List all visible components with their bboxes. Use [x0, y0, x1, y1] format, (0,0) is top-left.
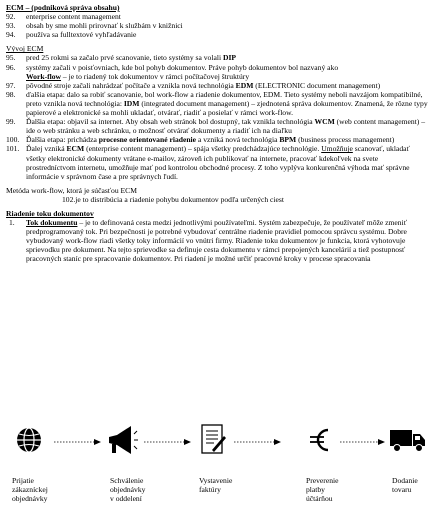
- step-caption: Preverenie platby účtárňou: [306, 476, 339, 504]
- arrow-icon: [234, 438, 282, 446]
- list-item: 93. obsah by sme mohli prirovnať k službám v knižnici: [6, 21, 183, 31]
- list-item: 101. Ďalej vzniká ECM (enterprise content management) – spája všetky predchádzajúce technológie. Umožňuje scanovať, ukladať všetky elektronické dokumenty vrátane e-mailov, zároveň ich publikovať na internete, pracovať kdekoľvek na svete prostredníctvom internetu, umožňuje mať pod kontrolou obchodné procesy. Z toho vyplýva konkurenčná výhoda mať správne informácie v správnom čase a pre správnych ľudí.: [6, 144, 410, 181]
- step-caption: Schválenie objednávky v oddelení: [110, 476, 146, 504]
- arrow-icon: [144, 438, 192, 446]
- arrow-icon: [340, 438, 386, 446]
- step-caption: Vystavenie faktúry: [199, 476, 233, 495]
- ecm-heading: ECM – (podniková správa obsahu): [6, 3, 120, 12]
- list-item: 99. Ďalšia etapa: objavil sa internet. Aby obsah web stránok bol dostupný, tak vznikla technológia WCM (web content management) – ide o web stránku a web schránku, o možnosť otvárať dokumenty a riadiť ich na diaľku: [6, 117, 425, 136]
- step-caption: Prijatie zákazníckej objednávky: [12, 476, 48, 504]
- megaphone-icon: [103, 420, 139, 460]
- globe-icon: [12, 420, 46, 460]
- process-diagram: [0, 420, 435, 519]
- arrow-icon: [54, 438, 102, 446]
- truck-icon: [388, 420, 428, 460]
- list-item: 95. pred 25 rokmi sa začalo prvé scanovanie, tieto systémy sa volali DIP: [6, 53, 237, 63]
- flow-heading: Riadenie toku dokumentov: [6, 208, 94, 218]
- list-item: 98. ďalšia etapa: dalo sa robiť scanovanie, bol work-flow a riadenie dokumentov, EDM. Tieto systémy neboli navzájom kompatibilné, preto vznikla nová technológia: IDM (integrated document management) – zjednotená správa dokumentov. Znamená, že rôzne typy papierové a elektronické sa mohli ukladať, otvárať, riadiť a posielať v rámci work-flow.: [6, 89, 428, 118]
- list-item: 97. pôvodné stroje začali nahrádzať počítače a vznikla nová technológia EDM (ELECTRONIC document management): [6, 80, 381, 90]
- method-line: Metóda work-flow, ktorá je súčasťou ECM: [6, 185, 137, 195]
- step-caption: Dodanie tovaru: [392, 476, 418, 495]
- history-heading: Vývoj ECM: [6, 44, 44, 54]
- method-line-numbered: 102.je to distribúcia a riadenie pohybu dokumentov podľa určených ciest: [62, 194, 284, 204]
- list-item: 92. enterprise content management: [6, 12, 121, 22]
- list-item: 100. Ďalšia etapa: prichádza procesne orientované riadenie a vzniká nová technológia BPM (business process management): [6, 135, 395, 145]
- list-item: 96. systémy začali v poisťovniach, kde bol pohyb dokumentov. Práve pohyb dokumentov bol nazvaný ako Work-flow – je to riadený tok dokumentov v rámci počítačovej štruktúry: [6, 62, 339, 81]
- list-item: 94. používa sa fulltextové vyhľadávanie: [6, 30, 137, 40]
- document-icon: [198, 420, 228, 460]
- euro-icon: [304, 420, 338, 460]
- list-item: 1. Tok dokumentu – je to definovaná cesta medzi jednotlivými používateľmi. Systém zabezpečuje, že používateľ môže zmeniť predprogramovaný tok. Pri bezpečnosti je potrebné vybudovať centrálne riadenie pravidiel pomocou správcu systému. Dobre vybudovaný work-flow riadi všetky toky informácií vo vnútri firmy. Riadenie toku dokumentov je funkcia, ktorá vyhotovuje sprievodku pre dokument. Na tejto sprievodke sa definuje cesta dokumentu v rámci prepojených kancelárií a tiež postupnosť pracovných staníc pre spracovanie dokumentov. Pri riadení je možné určiť pracovné kroky v procese spracovania: [9, 218, 407, 264]
